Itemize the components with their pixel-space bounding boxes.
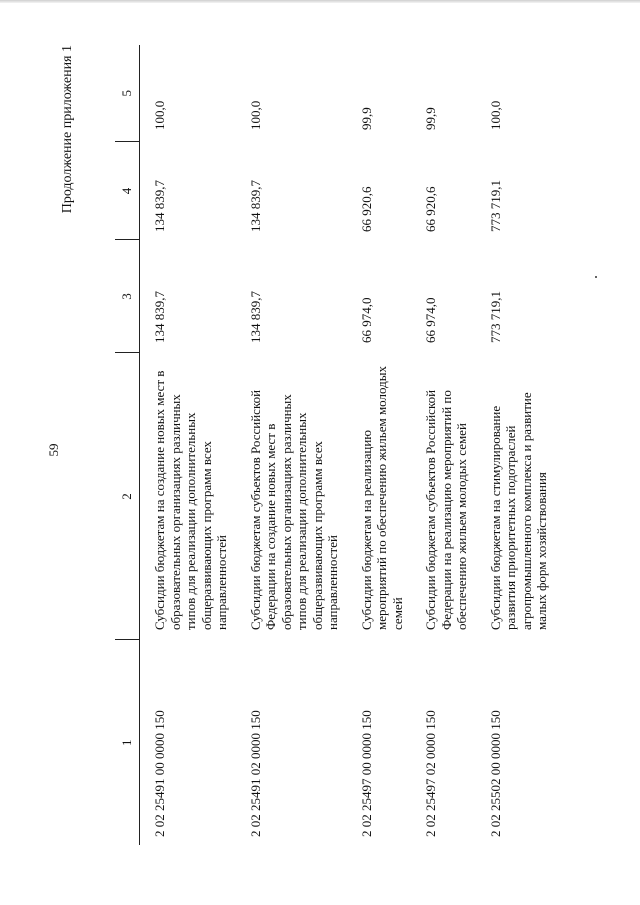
budget-code: 2 02 25497 00 0000 150 — [358, 710, 374, 837]
page-number: 59 — [46, 443, 61, 457]
subsidy-name: Субсидии бюджетам на стимулирование развития приоритетных подотраслей агропромышленного комплекса и развитие малых форм хозяйствования — [487, 392, 549, 630]
col-header-4: 4 — [115, 142, 140, 240]
rotated-table-wrapper — [115, 45, 551, 845]
budget-code: 2 02 25491 00 0000 150 — [152, 710, 167, 837]
table-row — [140, 45, 236, 845]
header-row — [115, 45, 140, 845]
scan-speck — [595, 276, 597, 278]
continuation-label: Продолжение приложения 1 — [60, 45, 75, 214]
subsidy-name: Субсидии бюджетам субъектов Российской Федерации на реализацию мероприятий по обеспечению жильем молодых семей — [423, 389, 469, 630]
subsidy-name: Субсидии бюджетам на создание новых мест в образовательных организациях различных типов для реализации дополнительных общеразвивающих программ всех направленностей — [152, 370, 229, 630]
executed-amount: 66 920,6 — [358, 186, 374, 232]
execution-percent: 99,9 — [358, 107, 374, 130]
planned-amount: 134 839,7 — [247, 291, 263, 343]
budget-code: 2 02 25491 02 0000 150 — [247, 710, 263, 837]
subsidy-table — [115, 45, 556, 845]
col-header-1: 1 — [115, 640, 140, 845]
planned-amount: 773 719,1 — [487, 291, 503, 343]
table-row — [476, 45, 556, 845]
executed-amount: 773 719,1 — [487, 180, 503, 232]
budget-code: 2 02 25502 00 0000 150 — [487, 710, 503, 837]
col-header-2: 2 — [115, 353, 140, 640]
subsidy-name: Субсидии бюджетам субъектов Российской Федерации на создание новых мест в образовательных организациях различных типов для реализации дополнительных общеразвивающих программ всех направленностей — [247, 389, 340, 630]
planned-amount: 66 974,0 — [358, 297, 374, 343]
planned-amount: 134 839,7 — [152, 291, 167, 343]
executed-amount: 134 839,7 — [247, 180, 263, 232]
execution-percent: 99,9 — [423, 107, 438, 130]
col-header-5: 5 — [115, 45, 140, 142]
table-row — [347, 45, 412, 845]
scan-top-edge — [0, 0, 640, 3]
planned-amount: 66 974,0 — [423, 297, 438, 343]
table-row — [411, 45, 476, 845]
budget-code: 2 02 25497 02 0000 150 — [423, 710, 438, 837]
execution-percent: 100,0 — [152, 100, 167, 130]
execution-percent: 100,0 — [247, 100, 263, 130]
executed-amount: 134 839,7 — [152, 180, 167, 232]
table-row — [236, 45, 347, 845]
executed-amount: 66 920,6 — [423, 186, 438, 232]
subsidy-name: Субсидии бюджетам на реализацию мероприятий по обеспечению жильем молодых семей — [358, 366, 405, 630]
execution-percent: 100,0 — [487, 100, 503, 130]
col-header-3: 3 — [115, 240, 140, 353]
